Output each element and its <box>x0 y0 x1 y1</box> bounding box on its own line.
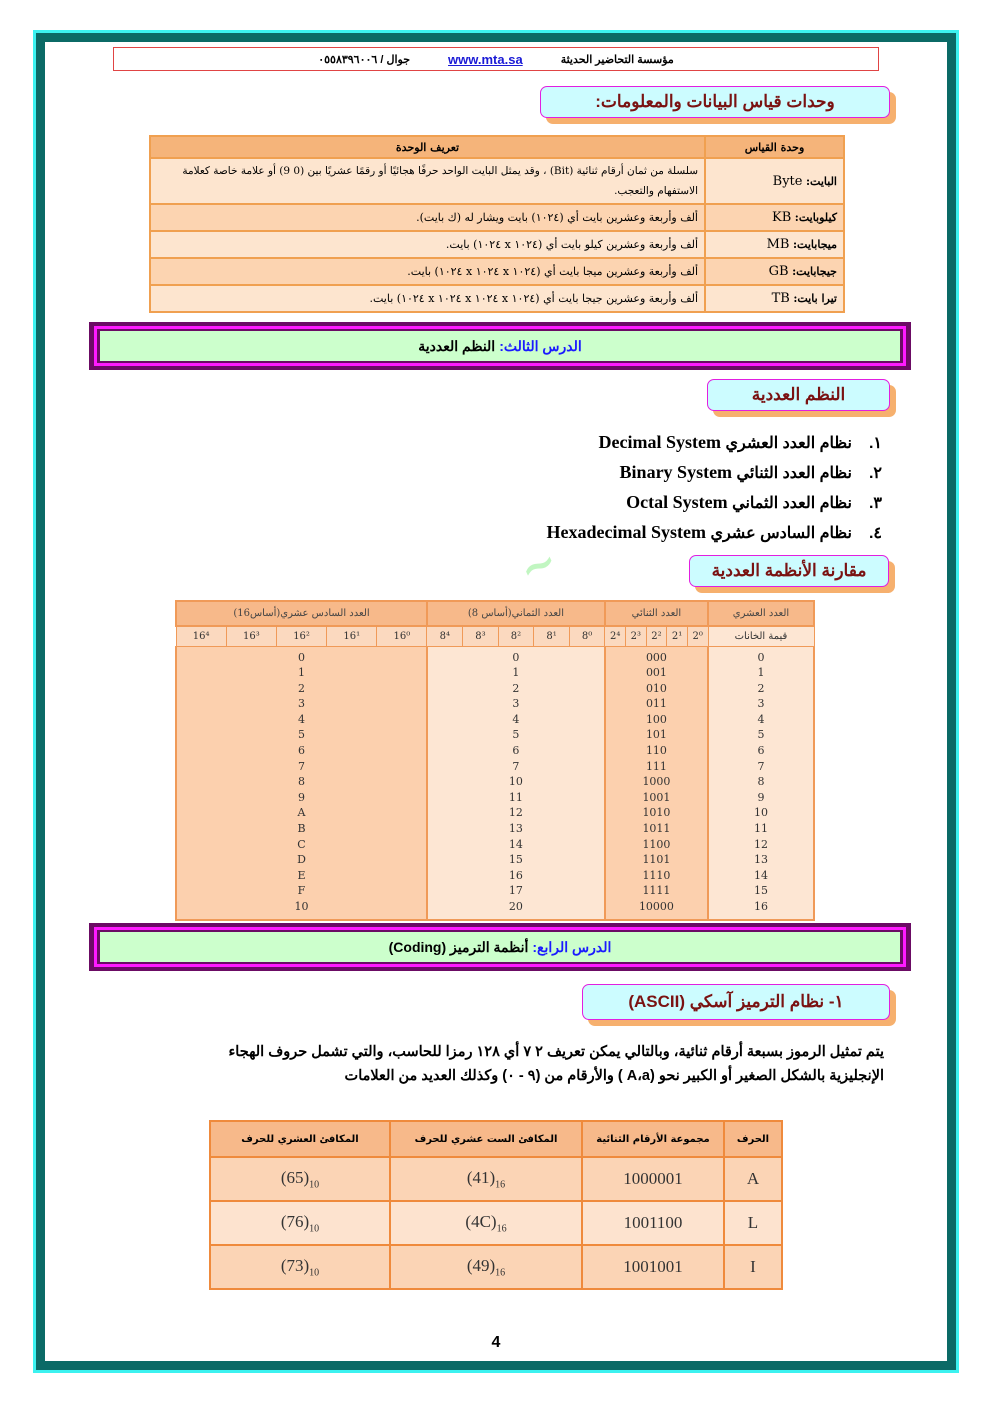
decimal-value: 11 <box>708 821 814 837</box>
hex-value: (49) <box>466 1255 496 1275</box>
unit-abbrev: TB <box>771 291 790 306</box>
hex-value: 10 <box>176 899 427 920</box>
decimal-cell <box>210 1157 390 1201</box>
units-row <box>150 204 844 231</box>
unit-arabic: ميجابايت: <box>793 238 837 251</box>
lesson3-title: النظم العددية <box>418 337 496 354</box>
binary-value: 1110 <box>605 868 708 884</box>
binary-value: 100 <box>605 712 708 728</box>
binary-value: 1111 <box>605 883 708 899</box>
unit-arabic: كيلوبايت: <box>794 211 837 224</box>
decimal-value: (65) <box>280 1167 310 1187</box>
table-row <box>176 696 814 712</box>
list-item <box>546 458 882 488</box>
hex-value: 4 <box>176 712 427 728</box>
header-binary-group: مجموعة الأرقام الثنائية <box>582 1121 724 1157</box>
table-row <box>176 837 814 853</box>
hex-value: D <box>176 852 427 868</box>
octal-value: 12 <box>427 805 605 821</box>
lesson3-banner <box>89 322 911 370</box>
hex-value: 3 <box>176 696 427 712</box>
section-title-ascii: ١- نظام الترميز آسكي (ASCII) <box>582 984 890 1020</box>
section-title-units: وحدات قياس البيانات والمعلومات: <box>540 86 890 118</box>
website-link[interactable]: www.mta.sa <box>448 51 523 67</box>
octal-value: 0 <box>427 646 605 665</box>
page-number: 4 <box>491 1334 501 1351</box>
section-title-number-systems: النظم العددية <box>707 379 890 411</box>
hex-cell <box>390 1201 582 1245</box>
decimal-value: 2 <box>708 681 814 697</box>
units-table <box>149 135 845 313</box>
octal-value: 1 <box>427 665 605 681</box>
header-hex-equivalent: المكافئ الست عشري للحرف <box>390 1121 582 1157</box>
units-row <box>150 285 844 312</box>
place-value: 8⁰ <box>569 626 605 646</box>
unit-abbrev: KB <box>772 210 792 225</box>
hex-value: B <box>176 821 427 837</box>
unit-arabic: البايت: <box>805 174 837 188</box>
octal-value: 5 <box>427 727 605 743</box>
hex-value: 6 <box>176 743 427 759</box>
hex-value: 0 <box>176 646 427 665</box>
place-value: 16¹ <box>327 626 377 646</box>
hex-value: (4C) <box>465 1211 497 1231</box>
table-row <box>176 790 814 806</box>
place-value: 2¹ <box>667 626 688 646</box>
decimal-value: 12 <box>708 837 814 853</box>
octal-value: 3 <box>427 696 605 712</box>
table-row <box>176 868 814 884</box>
decimal-value: 14 <box>708 868 814 884</box>
char-cell: L <box>724 1201 782 1245</box>
place-value: 16² <box>276 626 326 646</box>
units-row <box>150 231 844 258</box>
octal-value: 14 <box>427 837 605 853</box>
binary-value: 1010 <box>605 805 708 821</box>
hex-value: 5 <box>176 727 427 743</box>
table-row <box>176 712 814 728</box>
decimal-cell <box>210 1201 390 1245</box>
table-row <box>176 665 814 681</box>
place-value: 2³ <box>626 626 647 646</box>
binary-value: 010 <box>605 681 708 697</box>
list-english: Decimal System <box>598 432 722 452</box>
octal-value: 17 <box>427 883 605 899</box>
hex-cell <box>390 1245 582 1289</box>
decimal-value: 6 <box>708 743 814 759</box>
octal-value: 10 <box>427 774 605 790</box>
decimal-value: 5 <box>708 727 814 743</box>
list-english: Hexadecimal System <box>546 522 706 542</box>
list-item <box>546 428 882 458</box>
unit-cell <box>705 204 844 231</box>
header-definition: تعريف الوحدة <box>150 136 705 158</box>
unit-abbrev: GB <box>768 264 789 279</box>
header-decimal: العدد العشري <box>708 601 814 626</box>
table-row <box>176 852 814 868</box>
octal-value: 6 <box>427 743 605 759</box>
table-row <box>176 743 814 759</box>
hex-value: 1 <box>176 665 427 681</box>
list-english: Octal System <box>626 492 728 512</box>
list-arabic: نظام السادس عشري <box>710 525 852 542</box>
unit-arabic: جيجابايت: <box>792 265 837 278</box>
binary-value: 1001 <box>605 790 708 806</box>
table-row <box>176 681 814 697</box>
hex-base: 16 <box>495 1179 506 1191</box>
table-row <box>176 899 814 920</box>
decimal-base: 10 <box>309 1267 320 1279</box>
units-row <box>150 158 844 204</box>
hex-value: A <box>176 805 427 821</box>
hex-value: F <box>176 883 427 899</box>
table-row <box>176 759 814 775</box>
watermark: ~ <box>510 534 566 597</box>
place-value: 8⁴ <box>427 626 463 646</box>
binary-value: 1000 <box>605 774 708 790</box>
binary-value: 001 <box>605 665 708 681</box>
ascii-description: يتم تمثيل الرموز بسبعة أرقام ثنائية، وبالتالي يمكن تعريف ٢ ٧ أي ١٢٨ رمزا للحاسب، والتي تشمل حروف الهجاء الإنجليزية بالشكل الصغير أو الكبير نحو (A،a ) والأرقام من (٩ - ٠) وكذلك العديد من العلامات <box>228 1044 884 1084</box>
unit-arabic: تيرا بايت: <box>793 292 837 305</box>
unit-cell <box>705 231 844 258</box>
section-title-comparison: مقارنة الأنظمة العددية <box>689 555 889 587</box>
char-cell: A <box>724 1157 782 1201</box>
binary-cell: 1001100 <box>582 1201 724 1245</box>
unit-cell <box>705 285 844 312</box>
decimal-value: 4 <box>708 712 814 728</box>
hex-base: 16 <box>496 1223 507 1235</box>
place-value: 16⁴ <box>176 626 226 646</box>
unit-definition: ألف وأربعة وعشرين ميجا بايت أي (١٠٢٤ x ١٠٢٤ x ١٠٢٤) بايت. <box>150 258 705 285</box>
binary-value: 000 <box>605 646 708 665</box>
place-value: 16⁰ <box>377 626 427 646</box>
table-row <box>176 805 814 821</box>
octal-value: 7 <box>427 759 605 775</box>
binary-cell: 1001001 <box>582 1245 724 1289</box>
decimal-value: 1 <box>708 665 814 681</box>
binary-value: 1011 <box>605 821 708 837</box>
header-octal: العدد الثماني(أساس 8) <box>427 601 605 626</box>
hex-value: 7 <box>176 759 427 775</box>
number-systems-list <box>546 428 882 548</box>
decimal-value: 7 <box>708 759 814 775</box>
table-row <box>176 821 814 837</box>
units-row <box>150 258 844 285</box>
binary-cell: 1000001 <box>582 1157 724 1201</box>
unit-definition: سلسلة من ثمان أرقام ثنائية (Bit) ، وقد يمثل البايت الواحد حرفًا هجائيًا أو رقمًا عشريًا بين (0 9) أو علامة خاصة كعلامة الاستفهام والتعجب. <box>150 158 705 204</box>
octal-value: 13 <box>427 821 605 837</box>
list-arabic: نظام العدد العشري <box>725 435 852 452</box>
hex-value: 9 <box>176 790 427 806</box>
lesson4-banner <box>89 923 911 971</box>
hex-value: 8 <box>176 774 427 790</box>
decimal-value: 3 <box>708 696 814 712</box>
place-value: 8³ <box>463 626 499 646</box>
number-systems-table <box>175 600 815 921</box>
decimal-value: 9 <box>708 790 814 806</box>
header-hex: العدد السادس عشري(أساس16) <box>176 601 427 626</box>
unit-definition: ألف وأربعة وعشرين كيلو بايت أي (١٠٢٤ x ١٠٢٤) بايت. <box>150 231 705 258</box>
binary-value: 111 <box>605 759 708 775</box>
binary-value: 011 <box>605 696 708 712</box>
table-row <box>176 774 814 790</box>
unit-cell <box>705 158 844 204</box>
octal-value: 4 <box>427 712 605 728</box>
header-decimal-equivalent: المكافئ العشري للحرف <box>210 1121 390 1157</box>
binary-value: 101 <box>605 727 708 743</box>
decimal-value: 15 <box>708 883 814 899</box>
place-value: 2⁰ <box>687 626 708 646</box>
table-row <box>176 727 814 743</box>
place-value: 16³ <box>226 626 276 646</box>
unit-abbrev: Byte <box>772 173 803 189</box>
decimal-value: 13 <box>708 852 814 868</box>
place-value: 2⁴ <box>605 626 626 646</box>
list-number: ١. <box>868 435 882 452</box>
unit-cell <box>705 258 844 285</box>
list-arabic: نظام العدد الثماني <box>732 495 852 512</box>
lesson4-title: أنظمة الترميز (Coding) <box>388 938 529 955</box>
binary-value: 10000 <box>605 899 708 920</box>
unit-definition: ألف وأربعة وعشرين جيجا بايت أي (١٠٢٤ x ١٠٢٤ x ١٠٢٤ x ١٠٢٤) بايت. <box>150 285 705 312</box>
unit-definition: ألف وأربعة وعشرين بايت أي (١٠٢٤) بايت ويشار له (ك بايت). <box>150 204 705 231</box>
decimal-base: 10 <box>309 1179 320 1191</box>
hex-base: 16 <box>495 1267 506 1279</box>
list-item <box>546 518 882 548</box>
decimal-value: 16 <box>708 899 814 920</box>
place-value: 8² <box>498 626 534 646</box>
header-unit: وحدة القياس <box>705 136 844 158</box>
place-value: 8¹ <box>534 626 570 646</box>
binary-value: 1100 <box>605 837 708 853</box>
place-value: 2² <box>646 626 667 646</box>
hex-cell <box>390 1157 582 1201</box>
char-cell: I <box>724 1245 782 1289</box>
list-number: ٣. <box>868 495 882 512</box>
hex-value: 2 <box>176 681 427 697</box>
header-binary: العدد الثنائي <box>605 601 708 626</box>
decimal-value: 0 <box>708 646 814 665</box>
hex-value: (41) <box>466 1167 496 1187</box>
ascii-row <box>210 1201 782 1245</box>
list-english: Binary System <box>619 462 733 482</box>
list-arabic: نظام العدد الثنائي <box>736 465 852 482</box>
decimal-base: 10 <box>309 1223 320 1235</box>
decimal-cell <box>210 1245 390 1289</box>
octal-value: 20 <box>427 899 605 920</box>
table-row <box>176 646 814 665</box>
lesson4-label: الدرس الرابع: <box>532 938 612 955</box>
header-char: الحرف <box>724 1121 782 1157</box>
ascii-table <box>209 1120 783 1290</box>
place-value-label: قيمة الخانات <box>708 626 814 646</box>
list-number: ٢. <box>868 465 882 482</box>
octal-value: 15 <box>427 852 605 868</box>
decimal-value: 8 <box>708 774 814 790</box>
table-row <box>176 883 814 899</box>
decimal-value: 10 <box>708 805 814 821</box>
lesson3-label: الدرس الثالث: <box>499 337 582 354</box>
institution-name: مؤسسة التحاضير الحديثة <box>560 53 674 66</box>
list-item <box>546 488 882 518</box>
ascii-row <box>210 1157 782 1201</box>
decimal-value: (73) <box>280 1255 310 1275</box>
octal-value: 16 <box>427 868 605 884</box>
hex-value: E <box>176 868 427 884</box>
hex-value: C <box>176 837 427 853</box>
binary-value: 110 <box>605 743 708 759</box>
decimal-value: (76) <box>280 1211 310 1231</box>
octal-value: 2 <box>427 681 605 697</box>
page-header <box>113 47 879 71</box>
list-number: ٤. <box>868 525 882 542</box>
phone-number: جوال / ٠٥٥٨٣٩٦٠٠٦ <box>318 53 411 66</box>
ascii-row <box>210 1245 782 1289</box>
binary-value: 1101 <box>605 852 708 868</box>
unit-abbrev: MB <box>766 237 790 252</box>
octal-value: 11 <box>427 790 605 806</box>
